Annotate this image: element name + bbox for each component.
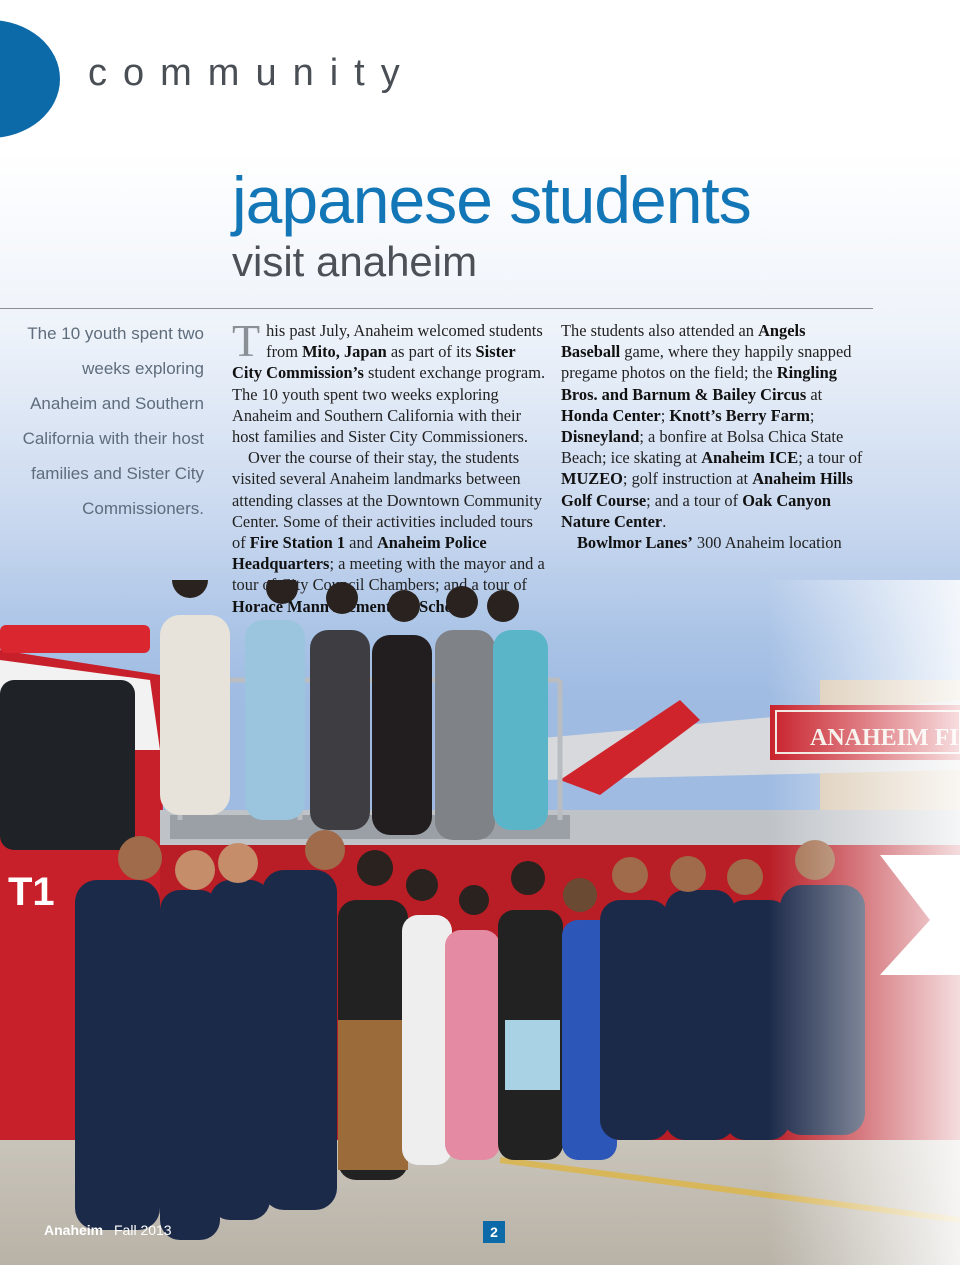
bold-text: Anaheim Hills Golf Course [561,469,853,510]
footer-issue: Fall 2013 [114,1222,172,1238]
text: as part of its [386,342,476,362]
bold-text: MUZEO [561,469,623,489]
text: ; a meeting with the mayor and a [329,554,545,574]
paragraph-4 [561,532,867,553]
bold-text: Honda Center [561,405,661,425]
paragraph-3 [561,320,867,532]
footer-brand: Anaheim [44,1222,104,1238]
text: ; and a tour of [646,490,743,510]
section-dot-icon [0,20,60,138]
pull-quote: The 10 youth spent two weeks exploring Anaheim and Southern California with their host families and Sister City Commissioners. [22,324,204,518]
drop-cap: T [232,315,261,366]
bold-text: Anaheim Police Headquarters [232,533,487,574]
text: The students also attended an [561,321,759,340]
bold-text: Ringling Bros. and Barnum & Bailey Circus [561,363,837,404]
text: and [345,533,377,553]
text: . [662,511,667,531]
text: ; a bonfire at Bolsa Chica State Beach; ice skating at [561,427,844,468]
text: ; [809,405,815,425]
bold-text: Angels Baseball [561,321,806,362]
section-label: community [88,52,416,94]
text: 300 Anaheim location [692,533,842,553]
bold-text: Bowlmor Lanes’ [577,533,693,553]
text: ; a tour of [798,448,863,468]
bold-text: Mito, Japan [302,342,387,362]
bold-text: Sister City Commission’s [232,342,516,383]
headline-subtitle: visit anaheim [232,238,478,285]
text: ; golf instruction at [622,469,753,489]
page-number: 2 [483,1221,505,1243]
text: Over the course of their stay, the students visited several Anaheim landmarks between attending classes at the Downtown Community Center. Some of their activities included tours of [232,448,543,553]
paragraph-1 [232,315,546,447]
article-column-1 [232,315,546,617]
article-column-2 [561,320,867,553]
photo-illustration [0,580,960,1265]
bold-text: Anaheim ICE [701,448,799,468]
bold-text: Fire Station 1 [249,533,346,553]
text: game, where they happily snapped pregame photos on the field; the [561,342,852,383]
text: student exchange program. The 10 youth spent two weeks exploring Anaheim and Southern California with their host families and Sister City Commissioners. [232,363,546,447]
bold-text: Oak Canyon Nature Center [561,490,831,531]
headline-title: japanese students [232,163,751,237]
text: ; [660,405,670,425]
bold-text: Knott’s Berry Farm [669,405,810,425]
text: at [806,384,823,404]
group-photo [0,580,960,1265]
text: his past July, Anaheim welcomed students from [266,321,543,362]
bold-text: Disneyland [561,427,640,447]
divider [0,308,873,309]
